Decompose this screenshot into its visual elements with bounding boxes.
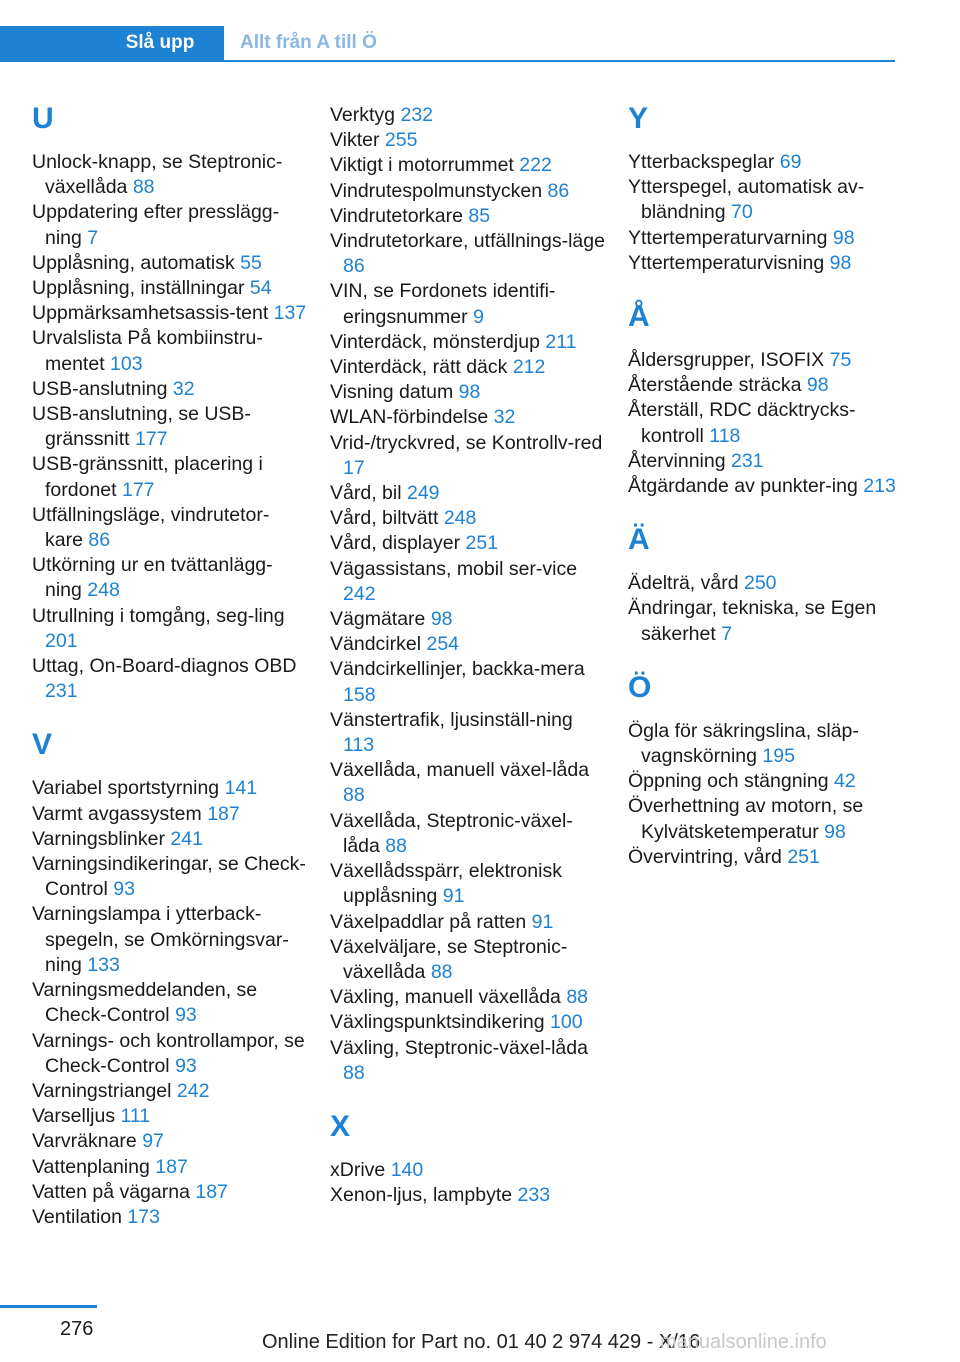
index-page-link[interactable]: 88: [343, 784, 365, 807]
index-entry-text: Utkörning ur en tvättanlägg-ning: [32, 554, 273, 602]
index-column-3: [628, 100, 903, 870]
index-entry: [32, 902, 307, 978]
index-entry-text: Öppning och stängning: [628, 770, 829, 793]
footer-rule: [0, 1305, 97, 1308]
index-entry-text: Yttertemperaturvisning: [628, 251, 825, 274]
index-entry-text: Varningstriangel: [32, 1079, 172, 1102]
index-entry-text: Varningsindikeringar, se Check-Control: [32, 853, 306, 901]
index-entry: [32, 1205, 307, 1230]
index-entry-text: Vägmätare: [330, 608, 426, 631]
index-entry: [330, 607, 605, 632]
index-entry-text: Överhettning av motorn, se Kylvätsketemperatur: [628, 795, 864, 843]
index-entry-text: Ändringar, tekniska, se Egen säkerhet: [628, 597, 877, 645]
index-entry: [32, 452, 307, 502]
index-page-link[interactable]: 88: [566, 986, 589, 1009]
index-entry-text: Vindrutetorkare: [330, 204, 463, 227]
index-page-link[interactable]: 9: [473, 305, 484, 328]
index-page-link[interactable]: 242: [343, 582, 376, 605]
index-entry: [330, 708, 605, 758]
index-page-link[interactable]: 211: [545, 330, 577, 353]
index-letter-heading: Ö: [628, 670, 652, 704]
index-entry: [330, 657, 605, 707]
index-page-link[interactable]: 88: [343, 1061, 365, 1084]
index-entry-text: Växelväljare, se Steptronic-växellåda: [330, 935, 568, 983]
index-entry: [32, 301, 307, 326]
index-page-link[interactable]: 98: [832, 226, 855, 249]
index-entry-text: Återvinning: [628, 449, 726, 472]
index-page-link[interactable]: 187: [207, 802, 240, 825]
index-page-link[interactable]: 113: [343, 734, 375, 757]
index-page-link[interactable]: 213: [863, 475, 896, 498]
index-entry: [330, 153, 605, 178]
index-page-link[interactable]: 177: [121, 478, 155, 501]
index-entry: [628, 571, 903, 596]
index-entry-text: Växellåda, Steptronic-växel-låda: [330, 809, 573, 857]
index-page-link[interactable]: 103: [110, 352, 143, 375]
index-entry: [330, 935, 605, 985]
index-entry-text: Växlingspunktsindikering: [330, 1011, 545, 1034]
index-page-link[interactable]: 250: [743, 572, 777, 595]
index-entry: [32, 251, 307, 276]
index-entry-text: Vinterdäck, rätt däck: [330, 356, 508, 379]
index-entry-text: Utrullning i tomgång, seg-ling: [32, 604, 285, 627]
index-column-1: [32, 100, 307, 1230]
index-entry: [330, 103, 605, 128]
index-page-link[interactable]: 231: [730, 449, 764, 472]
index-entry-text: Ädelträ, vård: [628, 572, 739, 595]
index-entry: [330, 758, 605, 808]
index-page-link[interactable]: 158: [343, 683, 376, 706]
index-entry-text: Ytterspegel, automatisk av-bländning: [628, 176, 865, 224]
index-entry-text: USB-anslutning, se USB-gränssnitt: [32, 403, 251, 451]
index-entry: [330, 431, 605, 481]
index-entry: [628, 474, 903, 499]
index-page-link[interactable]: 251: [787, 845, 820, 868]
index-entry: [628, 348, 903, 373]
header-tabs: [0, 26, 895, 62]
index-entry-text: Upplåsning, inställningar: [32, 277, 245, 300]
index-page-link[interactable]: 91: [442, 885, 465, 908]
index-entry: [330, 1183, 605, 1208]
index-entry-text: Vindrutespolmunstycken: [330, 179, 543, 202]
index-entry: [330, 1010, 605, 1035]
index-entry-text: xDrive: [330, 1158, 386, 1181]
index-entry: [32, 503, 307, 553]
index-entry-text: Vändcirkellinjer, backka-mera: [330, 658, 585, 681]
index-entry-text: Vänstertrafik, ljusinställ-ning: [330, 708, 573, 731]
index-entry: [32, 1104, 307, 1129]
index-entry-text: Vikter: [330, 129, 380, 152]
index-page-link[interactable]: 248: [87, 579, 120, 602]
index-page-link[interactable]: 70: [731, 201, 753, 224]
index-page-link[interactable]: 232: [400, 104, 434, 126]
index-entry: [32, 802, 307, 827]
index-page-link[interactable]: 93: [175, 1054, 197, 1077]
index-entry-text: Varnings- och kontrollampor, se Check-Control: [32, 1029, 305, 1077]
index-entry: [628, 719, 903, 769]
index-page-link[interactable]: 86: [88, 529, 111, 552]
index-entry: [32, 377, 307, 402]
index-page-link[interactable]: 233: [517, 1184, 551, 1207]
index-entry-text: USB-gränssnitt, placering i fordonet: [32, 453, 263, 501]
index-entry: [330, 632, 605, 657]
index-page-link[interactable]: 86: [547, 179, 570, 202]
index-page-link[interactable]: 86: [343, 255, 365, 278]
index-page-link[interactable]: 118: [709, 424, 741, 447]
index-entry: [330, 355, 605, 380]
index-entry: [32, 402, 307, 452]
index-page-link[interactable]: 111: [120, 1105, 151, 1128]
index-page-link[interactable]: 140: [390, 1158, 424, 1181]
index-page-link[interactable]: 7: [721, 622, 733, 645]
index-page-link[interactable]: 88: [385, 834, 407, 857]
index-entry: [330, 128, 605, 153]
index-page-link[interactable]: 98: [430, 608, 453, 631]
index-entry: [32, 654, 307, 704]
page-number: 276: [60, 1318, 94, 1340]
index-entry-text: Växellåda, manuell växel-låda: [330, 759, 590, 782]
index-entry-text: Varningsblinker: [32, 827, 165, 850]
index-letter-heading: Ä: [628, 523, 650, 557]
index-page-link[interactable]: 187: [195, 1180, 228, 1203]
index-page-link[interactable]: 75: [829, 349, 852, 372]
index-entry-text: Vattenplaning: [32, 1155, 150, 1178]
index-page-link[interactable]: 91: [531, 910, 554, 933]
index-page-link[interactable]: 231: [45, 680, 78, 703]
index-entry-text: Återställ, RDC däcktrycks-kontroll: [628, 399, 856, 447]
index-entry: [32, 553, 307, 603]
index-letter-heading: Y: [628, 102, 649, 135]
index-entry: [330, 557, 605, 607]
index-entry: [628, 398, 903, 448]
index-entry: [330, 859, 605, 909]
index-entry: [628, 596, 903, 646]
index-entry-text: WLAN-förbindelse: [330, 406, 489, 429]
index-entry: [330, 506, 605, 531]
index-entry-text: Yttertemperaturvarning: [628, 226, 828, 249]
index-entry-text: Varningslampa i ytterback-spegeln, se Omkörningsvar-ning: [32, 903, 289, 976]
index-entry-text: Utfällningsläge, vindrutetor-kare: [32, 503, 270, 552]
tab-sla-upp-label: Slå upp: [125, 32, 195, 53]
index-page-link[interactable]: 32: [172, 377, 195, 400]
index-page-link[interactable]: 54: [249, 277, 272, 300]
index-entry: [330, 380, 605, 405]
index-page-link[interactable]: 93: [175, 1004, 197, 1027]
index-entry: [32, 1129, 307, 1154]
index-page-link[interactable]: 98: [829, 251, 852, 274]
index-entry-text: USB-anslutning: [32, 377, 168, 400]
index-entry-text: Verktyg: [330, 104, 396, 126]
index-page-link[interactable]: 69: [779, 151, 802, 173]
index-entry-text: Varningsmeddelanden, se Check-Control: [32, 979, 258, 1027]
index-entry-text: Uttag, On-Board-diagnos OBD: [32, 655, 297, 678]
index-page-link[interactable]: 201: [45, 629, 78, 652]
index-entry-text: Återstående sträcka: [628, 374, 802, 397]
index-page-link[interactable]: 187: [155, 1155, 188, 1178]
index-entry: [628, 373, 903, 398]
index-entry: [330, 330, 605, 355]
index-entry: [330, 481, 605, 506]
index-entry: [32, 1155, 307, 1180]
index-letter-heading: U: [32, 102, 54, 135]
index-entry: [330, 809, 605, 859]
index-page-link[interactable]: 248: [443, 507, 477, 530]
index-page-link[interactable]: 98: [824, 820, 846, 843]
index-page-link[interactable]: 212: [512, 356, 546, 379]
index-page-link[interactable]: 255: [384, 129, 418, 152]
tab-allt-fran-a-till-o[interactable]: Allt från A till Ö: [240, 32, 377, 53]
index-page-link[interactable]: 222: [519, 154, 552, 177]
index-page-link[interactable]: 242: [176, 1079, 210, 1102]
index-entry: [32, 776, 307, 801]
index-page-link[interactable]: 42: [834, 770, 856, 793]
index-page-link[interactable]: 98: [458, 381, 481, 404]
index-page-link[interactable]: 55: [240, 251, 262, 274]
index-entry-text: Växelpaddlar på ratten: [330, 910, 527, 933]
index-entry: [32, 1079, 307, 1104]
index-letter-heading: V: [32, 728, 53, 762]
index-entry-text: Uppmärksamhetsassis-tent: [32, 302, 269, 325]
index-entry: [330, 1158, 605, 1183]
index-entry-text: VIN, se Fordonets identifi-eringsnummer: [330, 280, 556, 328]
index-entry-text: Visning datum: [330, 381, 454, 404]
index-page-link[interactable]: 98: [806, 374, 829, 397]
index-entry: [330, 1036, 605, 1086]
index-entry: [32, 276, 307, 301]
index-entry-text: Ventilation: [32, 1205, 122, 1228]
index-entry-text: Viktigt i motorrummet: [330, 154, 514, 177]
index-entry: [628, 226, 903, 251]
index-page-link[interactable]: 241: [170, 827, 203, 850]
index-entry: [330, 204, 605, 229]
index-column-2: [330, 103, 605, 1208]
index-page-link[interactable]: 195: [762, 745, 795, 768]
index-entry-text: Vård, bil: [330, 482, 402, 505]
index-page-link[interactable]: 249: [406, 482, 440, 505]
index-entry-text: Upplåsning, automatisk: [32, 251, 235, 274]
index-entry-text: Växellådsspärr, elektronisk upplåsning: [330, 860, 562, 908]
index-entry: [330, 531, 605, 556]
index-entry: [330, 179, 605, 204]
watermark-text: manualsonline.info: [660, 1331, 827, 1353]
index-entry-text: Vatten på vägarna: [32, 1180, 190, 1203]
header-rule: [0, 60, 895, 62]
index-entry: [32, 326, 307, 376]
index-entry: [32, 978, 307, 1028]
index-entry: [330, 279, 605, 329]
index-entry: [330, 910, 605, 935]
index-entry: [32, 1029, 307, 1079]
index-entry-text: Övervintring, vård: [628, 845, 782, 868]
index-entry: [628, 449, 903, 474]
index-entry-text: Växling, Steptronic-växel-låda: [330, 1036, 588, 1059]
index-entry: [628, 794, 903, 844]
index-page-link[interactable]: 173: [127, 1205, 160, 1228]
index-page-link[interactable]: 177: [134, 428, 168, 451]
index-page-link[interactable]: 93: [113, 878, 135, 901]
index-entry: [32, 604, 307, 654]
index-entry-text: Ytterbackspeglar: [628, 151, 775, 173]
index-page-link[interactable]: 137: [273, 302, 307, 325]
index-page-link[interactable]: 133: [87, 953, 120, 976]
index-entry-text: Varmt avgassystem: [32, 802, 202, 825]
index-entry-text: Variabel sportstyrning: [32, 777, 220, 800]
index-entry: [32, 200, 307, 250]
tab-sla-upp[interactable]: [0, 26, 224, 60]
index-entry: [330, 229, 605, 279]
index-page-link[interactable]: 7: [87, 226, 99, 249]
index-entry: [330, 985, 605, 1010]
index-page-link[interactable]: 88: [430, 960, 453, 983]
index-entry: [32, 1180, 307, 1205]
index-entry-text: Vrid-/tryckvred, se Kontrollv-red: [330, 431, 603, 454]
index-entry-text: Åldersgrupper, ISOFIX: [628, 349, 825, 372]
index-entry-text: Varvräknare: [32, 1130, 137, 1153]
index-entry: [32, 852, 307, 902]
index-letter-heading: X: [330, 1109, 351, 1143]
index-entry: [628, 845, 903, 870]
index-entry-text: Åtgärdande av punkter-ing: [628, 475, 858, 498]
index-page-link[interactable]: 88: [132, 176, 155, 199]
index-entry-text: Urvalslista På kombiinstru-mentet: [32, 327, 263, 375]
index-page-link[interactable]: 100: [550, 1011, 583, 1034]
index-entry-text: Varselljus: [32, 1105, 116, 1128]
index-page-link[interactable]: 251: [465, 532, 499, 555]
index-page-link[interactable]: 17: [343, 456, 365, 479]
index-entry-text: Vinterdäck, mönsterdjup: [330, 330, 540, 353]
index-page-link[interactable]: 254: [426, 633, 460, 656]
index-letter-heading: Å: [628, 300, 650, 334]
index-entry: [628, 150, 903, 175]
index-entry: [628, 175, 903, 225]
index-entry-text: Vård, biltvätt: [330, 507, 439, 530]
index-entry-text: Vindrutetorkare, utfällnings-läge: [330, 230, 605, 253]
index-entry-text: Vändcirkel: [330, 633, 422, 656]
index-page-link[interactable]: 85: [468, 204, 491, 227]
index-entry-text: Vägassistans, mobil ser-vice: [330, 557, 578, 580]
index-entry-text: Ögla för säkringslina, släp-vagnskörning: [628, 719, 859, 768]
index-entry-text: Uppdatering efter presslägg-ning: [32, 201, 280, 249]
edition-footer: Online Edition for Part no. 01 40 2 974 429 - X/16: [262, 1331, 701, 1353]
index-entry: [628, 769, 903, 794]
index-entry-text: Växling, manuell växellåda: [330, 986, 561, 1009]
index-page-link[interactable]: 32: [493, 406, 516, 429]
index-entry: [330, 405, 605, 430]
index-entry: [628, 251, 903, 276]
index-entry: [32, 150, 307, 200]
index-entry-text: Vård, displayer: [330, 532, 461, 555]
index-entry: [32, 827, 307, 852]
index-entry-text: Xenon-ljus, lampbyte: [330, 1184, 513, 1207]
index-page-link[interactable]: 97: [142, 1130, 164, 1153]
index-page-link[interactable]: 141: [224, 777, 258, 800]
index-entry-text: Unlock-knapp, se Steptronic-växellåda: [32, 151, 283, 199]
